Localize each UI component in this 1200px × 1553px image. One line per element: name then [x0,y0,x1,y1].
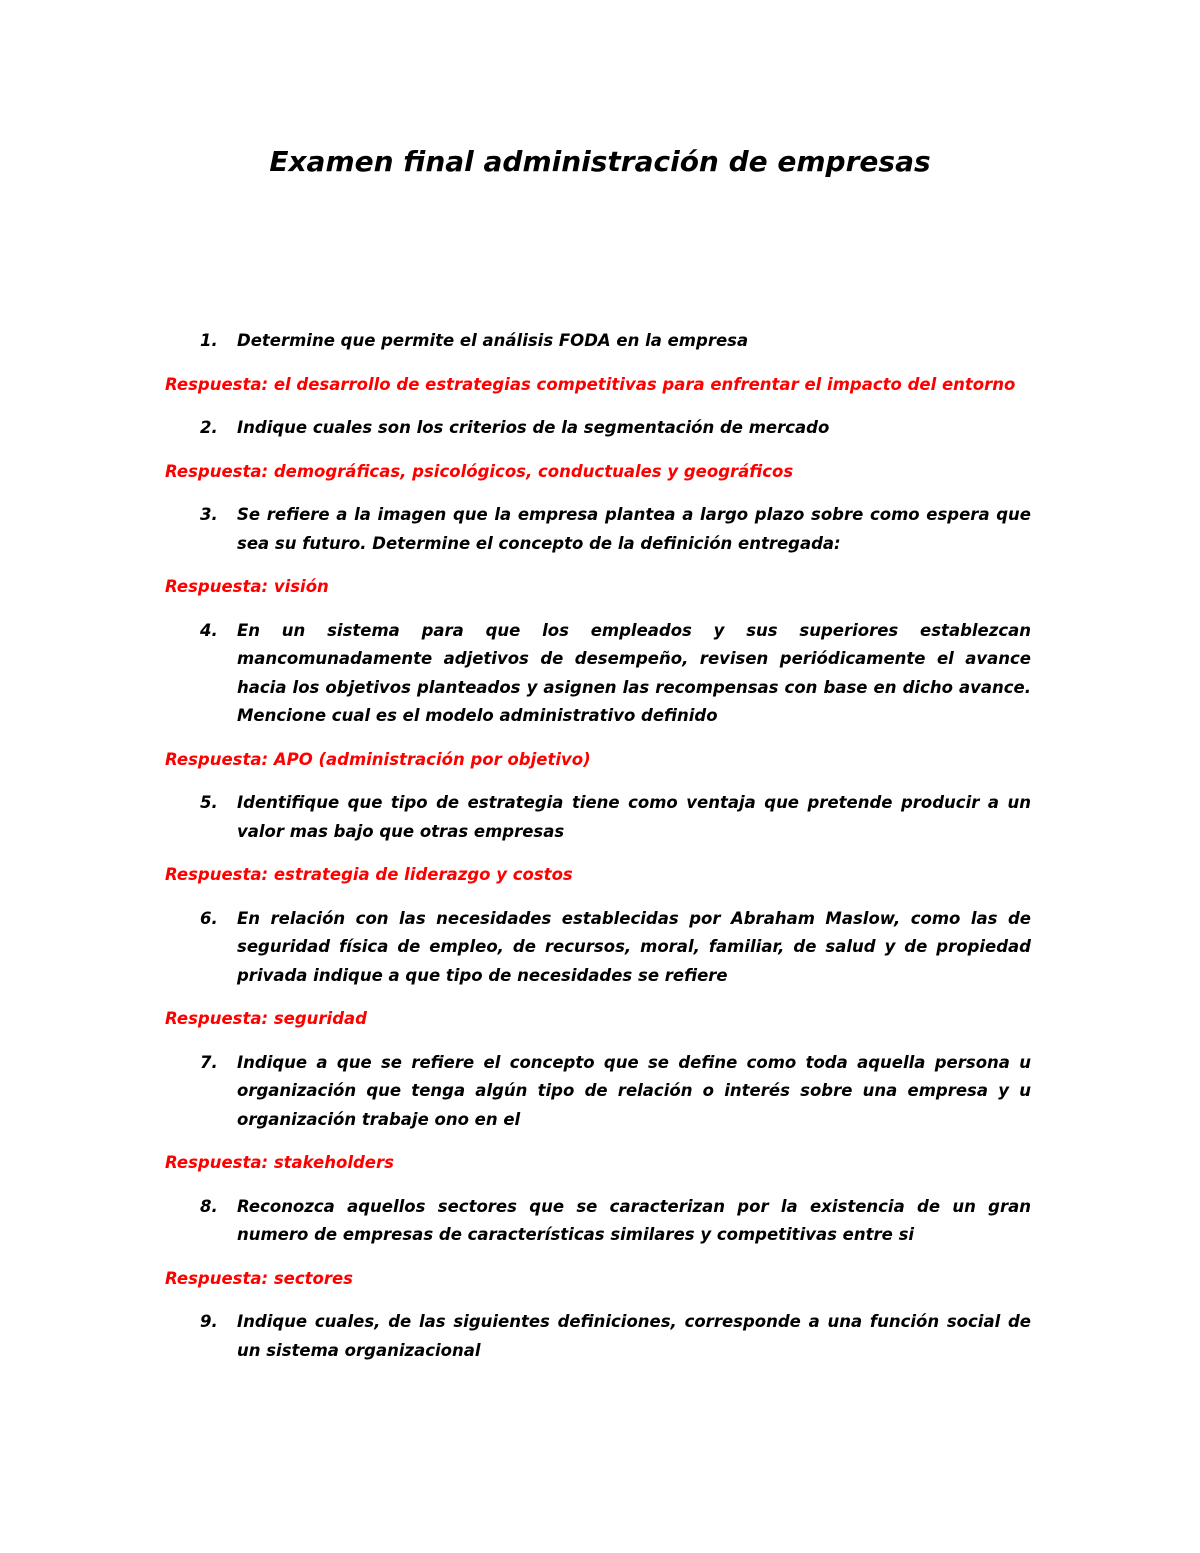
question-6 [165,905,1031,991]
question-5 [165,789,1031,846]
question-text: En relación con las necesidades establecidas por Abraham Maslow, como las de seguridad física de empleo, de recursos, moral, familiar, de salud y de propiedad privada indique a que tipo de necesidades se refiere [237,908,1031,985]
answer-6: Respuesta: seguridad [165,1009,367,1028]
question-8 [165,1193,1031,1250]
question-number: 8. [200,1196,218,1216]
page-title: Examen final administración de empresas [269,145,931,178]
question-number: 2. [200,418,218,437]
question-text: Determine que permite el análisis FODA en la empresa [237,331,749,350]
question-text: Indique a que se refiere el concepto que se define como toda aquella persona u organización que tenga algún tipo de relación o interés sobre una empresa y u organización trabaje ono en el [237,1052,1031,1129]
answer-4: Respuesta: APO (administración por objetivo) [165,749,591,769]
question-2 [165,414,1031,443]
answer-2: Respuesta: demográficas, psicológicos, conductuales y geográficos [165,461,794,481]
question-number: 3. [200,505,218,524]
answer-8: Respuesta: sectores [165,1268,353,1288]
question-text: En un sistema para que los empleados y sus superiores establezcan mancomunadamente adjetivos de desempeño, revisen periódicamente el avance hacia los objetivos planteados y asignen las recompensas con base en dicho avance. Mencione cual es el modelo administrativo definido [237,620,1031,725]
question-text: Indique cuales son los criterios de la segmentación de mercado [237,418,830,437]
exam-content [165,327,1031,1365]
question-number: 4. [200,620,218,640]
answer-3: Respuesta: visión [165,577,329,596]
question-7 [165,1049,1031,1135]
question-number: 9. [200,1312,218,1331]
question-text: Indique cuales, de las siguientes definiciones, corresponde a una función social de un sistema organizacional [237,1312,1031,1360]
question-text: Identifique que tipo de estrategia tiene como ventaja que pretende producir a un valor mas bajo que otras empresas [237,793,1031,841]
question-text: Se refiere a la imagen que la empresa plantea a largo plazo sobre como espera que sea su futuro. Determine el concepto de la definición entregada: [237,505,1031,553]
question-number: 1. [200,331,218,350]
answer-7: Respuesta: stakeholders [165,1153,394,1172]
question-3 [165,501,1031,558]
question-text: Reconozca aquellos sectores que se caracterizan por la existencia de un gran numero de empresas de características similares y competitivas entre si [237,1196,1031,1244]
question-number: 5. [200,793,218,812]
question-1 [165,327,1031,356]
question-4 [165,617,1031,731]
answer-1: Respuesta: el desarrollo de estrategias competitivas para enfrentar el impacto del entorno [165,374,1016,394]
question-number: 6. [200,908,218,928]
question-number: 7. [200,1052,218,1072]
question-9 [165,1308,1031,1365]
answer-5: Respuesta: estrategia de liderazgo y costos [165,865,573,884]
